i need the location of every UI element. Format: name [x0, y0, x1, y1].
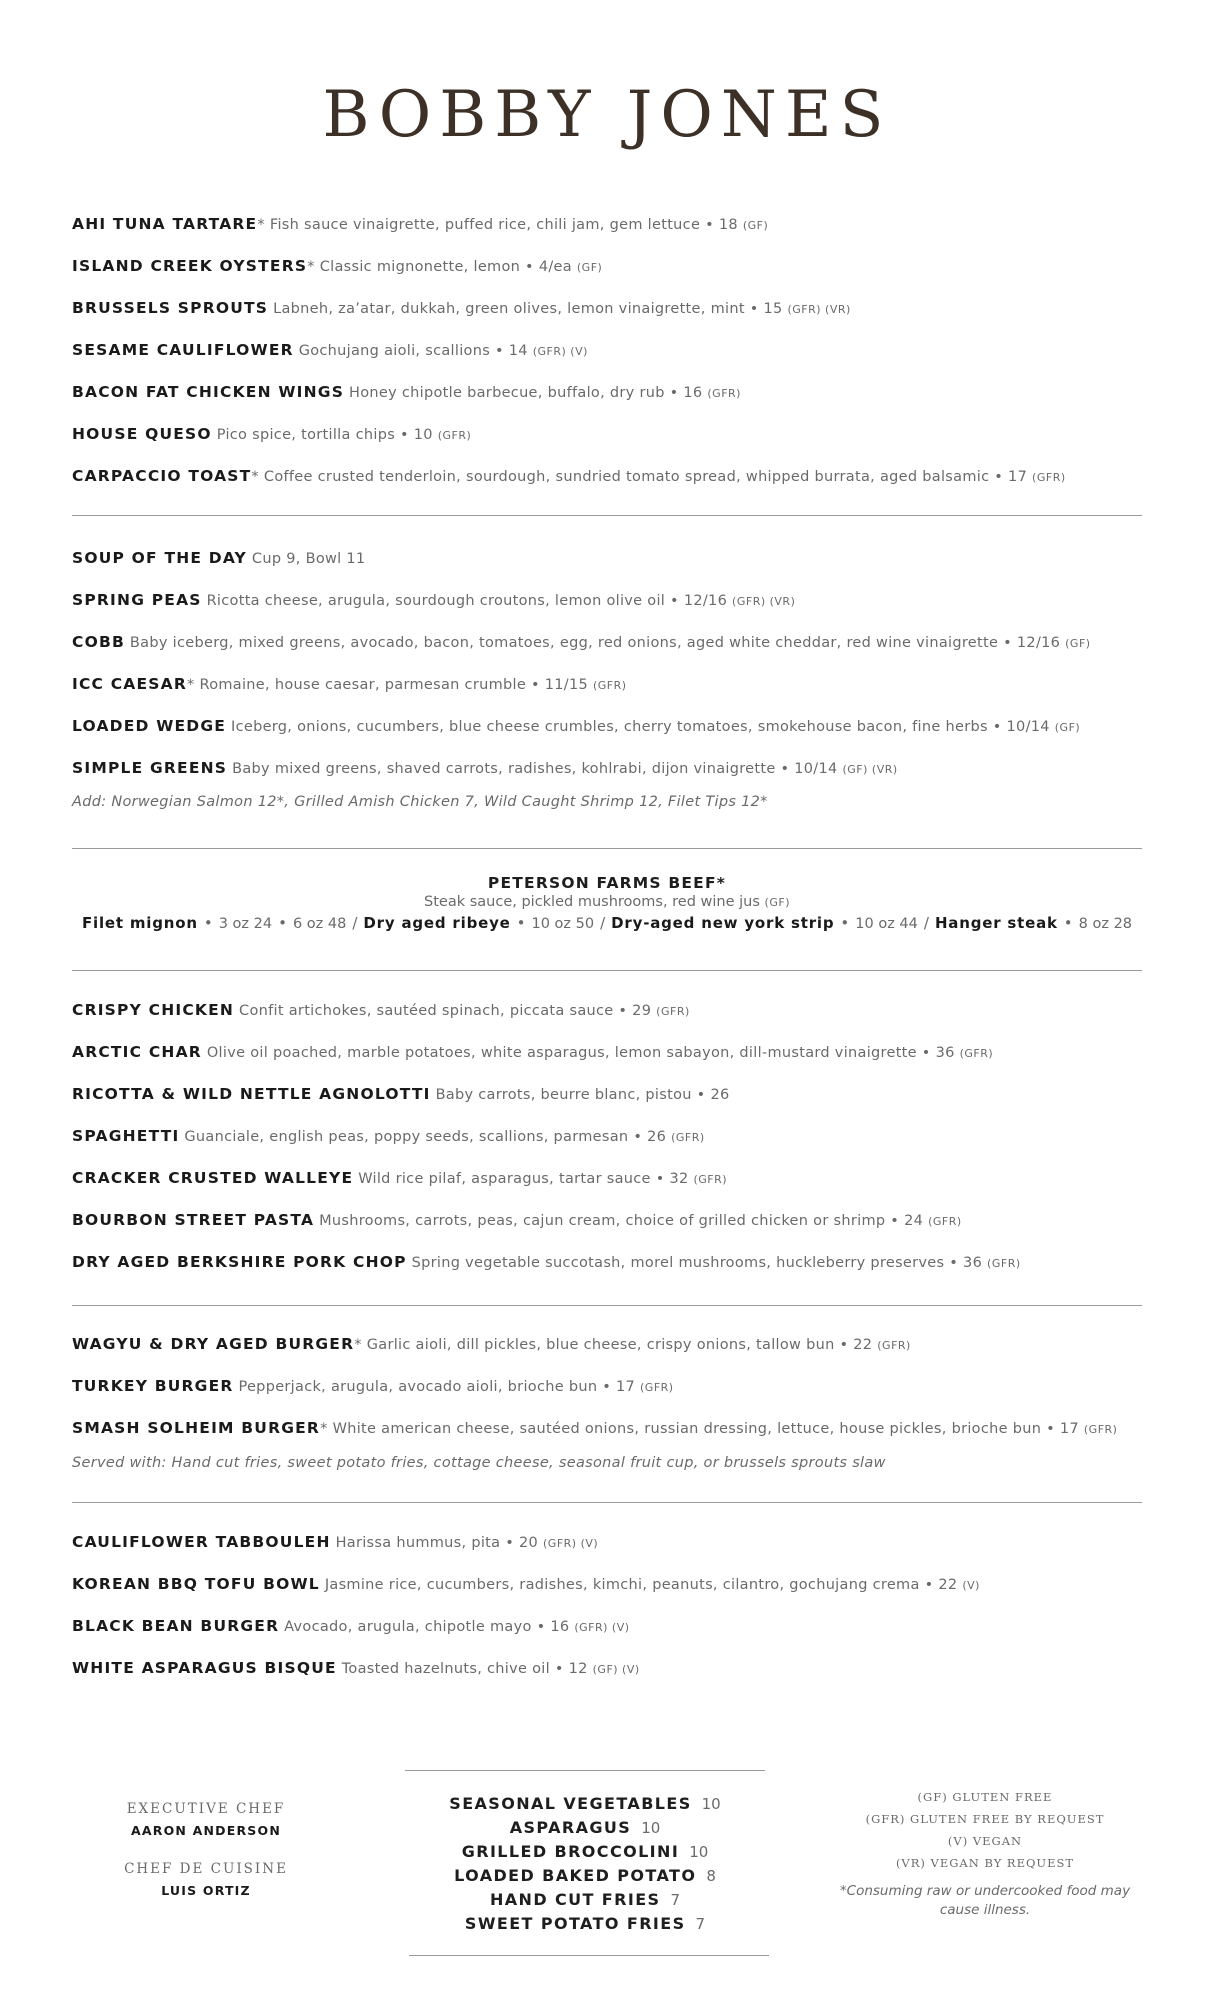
menu-item-name: BOURBON STREET PASTA [72, 1211, 315, 1229]
menu-item: ARCTIC CHAR Olive oil poached, marble potatoes, white asparagus, lemon sabayon, dill-mustard vinaigrette • 36 (GFR) [72, 1043, 994, 1061]
sides-top-rule [405, 1770, 765, 1771]
side-item [405, 1912, 765, 1936]
sides-list [405, 1792, 765, 1936]
menu-item: COBB Baby iceberg, mixed greens, avocado, bacon, tomatoes, egg, red onions, aged white cheddar, red wine vinaigrette • 12/16 (GF) [72, 633, 1091, 651]
menu-item-description: Baby iceberg, mixed greens, avocado, bacon, tomatoes, egg, red onions, aged white cheddar, red wine vinaigrette [129, 635, 999, 651]
side-item-price: 10 [641, 1819, 661, 1837]
raw-food-disclaimer: *Consuming raw or undercooked food may cause illness. [839, 1883, 1131, 1918]
menu-item-name: CARPACCIO TOAST [72, 467, 252, 485]
menu-item-name: ARCTIC CHAR [72, 1043, 202, 1061]
section-divider [72, 1305, 1142, 1306]
raw-food-asterisk: * [320, 1421, 328, 1437]
beef-cut-name: Filet mignon [81, 914, 198, 932]
menu-item-name: WAGYU & DRY AGED BURGER [72, 1335, 355, 1353]
menu-item: SPAGHETTI Guanciale, english peas, poppy seeds, scallions, parmesan • 26 (GFR) [72, 1127, 705, 1145]
dietary-tags: (GFR) (VR) [732, 595, 796, 608]
menu-item-description: Pepperjack, arugula, avocado aioli, brioche bun [238, 1379, 598, 1395]
beef-cut-option: 6 oz 48 [292, 916, 347, 932]
beef-cut-option: 3 oz 24 [218, 916, 273, 932]
menu-item-name: CRACKER CRUSTED WALLEYE [72, 1169, 354, 1187]
menu-item-name: LOADED WEDGE [72, 717, 227, 735]
dietary-tags: (GFR) [1032, 471, 1066, 484]
dietary-tags: (GF) [1065, 637, 1091, 650]
raw-food-asterisk: * [354, 1337, 362, 1353]
side-item-name: SEASONAL VEGETABLES [449, 1794, 692, 1813]
dietary-legend [835, 1786, 1135, 1920]
menu-item: BRUSSELS SPROUTS Labneh, za’atar, dukkah, green olives, lemon vinaigrette, mint • 15 (GFR) (VR) [72, 299, 851, 317]
raw-food-asterisk: * [257, 217, 265, 233]
legend-v: (V) VEGAN [947, 1834, 1023, 1848]
menu-item-price: 17 [616, 1379, 636, 1395]
raw-food-asterisk: * [251, 469, 259, 485]
menu-item-name: KOREAN BBQ TOFU BOWL [72, 1575, 320, 1593]
menu-item-price: 10/14 [1006, 719, 1050, 735]
dietary-tags: (GFR) [592, 679, 627, 692]
side-item [405, 1816, 765, 1840]
menu-item-description: White american cheese, sautéed onions, russian dressing, lettuce, house pickles, brioche bun [332, 1421, 1042, 1437]
raw-food-asterisk: * [307, 259, 315, 275]
dietary-tags: (GFR) [1083, 1423, 1118, 1436]
menu-item: BLACK BEAN BURGER Avocado, arugula, chipotle mayo • 16 (GFR) (V) [72, 1617, 630, 1635]
menu-item-name: SOUP OF THE DAY [72, 549, 247, 567]
beef-title: PETERSON FARMS BEEF* [487, 874, 727, 892]
menu-item: SMASH SOLHEIM BURGER* White american cheese, sautéed onions, russian dressing, lettuce, house pickles, brioche bun • 17 (GFR) [72, 1419, 1118, 1437]
dietary-tags: (GFR) [928, 1215, 962, 1228]
dietary-tags: (GFR) [671, 1131, 705, 1144]
section-divider [72, 970, 1142, 971]
menu-item: KOREAN BBQ TOFU BOWL Jasmine rice, cucumbers, radishes, kimchi, peanuts, cilantro, gochujang crema • 22 (V) [72, 1575, 980, 1593]
side-item [405, 1792, 765, 1816]
menu-item-price: 14 [508, 343, 528, 359]
menu-item: AHI TUNA TARTARE* Fish sauce vinaigrette, puffed rice, chili jam, gem lettuce • 18 (GF) [72, 215, 769, 233]
menu-item-price: 32 [669, 1171, 689, 1187]
dietary-tags: (GFR) [877, 1339, 911, 1352]
dietary-tags: (GFR) (V) [543, 1537, 599, 1550]
section-divider [72, 1502, 1142, 1503]
legend-gfr: (GFR) GLUTEN FREE BY REQUEST [865, 1812, 1105, 1826]
menu-item-price: 36 [963, 1255, 983, 1271]
menu-item: ISLAND CREEK OYSTERS* Classic mignonette, lemon • 4/ea (GF) [72, 257, 603, 275]
dietary-tags: (GF) (VR) [842, 763, 898, 776]
legend-gf: (GF) GLUTEN FREE [917, 1790, 1053, 1804]
menu-item-name: BACON FAT CHICKEN WINGS [72, 383, 345, 401]
menu-item-description: Classic mignonette, lemon [319, 259, 521, 275]
menu-item-price: 16 [550, 1619, 570, 1635]
menu-item-description: Fish sauce vinaigrette, puffed rice, chili jam, gem lettuce [269, 217, 701, 233]
menu-item-name: BLACK BEAN BURGER [72, 1617, 280, 1635]
dietary-tags: (GFR) (V) [574, 1621, 630, 1634]
menu-item-price: 11/15 [544, 677, 589, 693]
menu-item-price: 10 [413, 427, 433, 443]
dietary-tags: (GFR) (V) [532, 345, 588, 358]
menu-item-description: Pico spice, tortilla chips [216, 427, 396, 443]
menu-item-description: Ricotta cheese, arugula, sourdough croutons, lemon olive oil [206, 593, 666, 609]
menu-item-price: 12/16 [683, 593, 728, 609]
menu-item-name: RICOTTA & WILD NETTLE AGNOLOTTI [72, 1085, 431, 1103]
menu-item: HOUSE QUESO Pico spice, tortilla chips • 10 (GFR) [72, 425, 472, 443]
dietary-tags: (GF) [742, 219, 769, 232]
menu-item: SIMPLE GREENS Baby mixed greens, shaved carrots, radishes, kohlrabi, dijon vinaigrette • 10/14 (GF) (VR) [72, 759, 898, 777]
menu-item: LOADED WEDGE Iceberg, onions, cucumbers, blue cheese crumbles, cherry tomatoes, smokehouse bacon, fine herbs • 10/14 (GF) [72, 717, 1081, 735]
menu-item-price: 20 [519, 1535, 539, 1551]
executive-chef [96, 1801, 316, 1838]
dietary-tags: (GFR) [693, 1173, 728, 1186]
menu-item-description: Harissa hummus, pita [335, 1535, 501, 1551]
legend-vr: (VR) VEGAN BY REQUEST [895, 1856, 1075, 1870]
menu-item: WAGYU & DRY AGED BURGER* Garlic aioli, dill pickles, blue cheese, crispy onions, tallow bun • 22 (GFR) [72, 1335, 911, 1353]
menu-item-name: SESAME CAULIFLOWER [72, 341, 294, 359]
menu-item-description: Romaine, house caesar, parmesan crumble [199, 677, 527, 693]
menu-item-name: HOUSE QUESO [72, 425, 212, 443]
dietary-tags: (GF) (V) [592, 1663, 640, 1676]
side-item [405, 1864, 765, 1888]
restaurant-title: BOBBY JONES [322, 78, 892, 152]
menu-item-name: CRISPY CHICKEN [72, 1001, 235, 1019]
menu-item-price: 22 [938, 1577, 958, 1593]
menu-item: ICC CAESAR* Romaine, house caesar, parmesan crumble • 11/15 (GFR) [72, 675, 627, 693]
menu-item-name: SPRING PEAS [72, 591, 202, 609]
side-item-price: 7 [695, 1915, 706, 1933]
chef-role: EXECUTIVE CHEF [126, 1801, 286, 1817]
menu-item: CAULIFLOWER TABBOULEH Harissa hummus, pita • 20 (GFR) (V) [72, 1533, 599, 1551]
beef-cut-option: 8 oz 28 [1078, 916, 1133, 932]
menu-item-price: 18 [718, 217, 738, 233]
menu-item-description: Confit artichokes, sautéed spinach, piccata sauce [239, 1003, 614, 1019]
menu-item-description: Mushrooms, carrots, peas, cajun cream, choice of grilled chicken or shrimp [319, 1213, 886, 1229]
menu-item-description: Baby carrots, beurre blanc, pistou [435, 1087, 692, 1103]
menu-item-description: Honey chipotle barbecue, buffalo, dry rub [349, 385, 665, 401]
side-item-price: 10 [689, 1843, 709, 1861]
menu-item-description: Olive oil poached, marble potatoes, white asparagus, lemon sabayon, dill-mustard vinaigrette [206, 1045, 917, 1061]
dietary-tags: (GFR) [707, 387, 741, 400]
menu-item-name: ISLAND CREEK OYSTERS [72, 257, 308, 275]
menu-item: CARPACCIO TOAST* Coffee crusted tenderloin, sourdough, sundried tomato spread, whipped burrata, aged balsamic • 17 (GFR) [72, 467, 1066, 485]
menu-item-price: 17 [1008, 469, 1028, 485]
dietary-tags: (GFR) [987, 1257, 1021, 1270]
raw-food-asterisk: * [186, 677, 195, 693]
menu-item-name: SPAGHETTI [72, 1127, 180, 1145]
side-item-name: LOADED BAKED POTATO [454, 1866, 697, 1885]
menu-item-name: SMASH SOLHEIM BURGER [72, 1419, 321, 1437]
menu-item-name: WHITE ASPARAGUS BISQUE [72, 1659, 337, 1677]
sides-bottom-rule [409, 1955, 769, 1956]
dietary-tags: (GF) [1054, 721, 1081, 734]
menu-item: CRISPY CHICKEN Confit artichokes, sautéed spinach, piccata sauce • 29 (GFR) [72, 1001, 690, 1019]
menu-item-description: Cup 9, Bowl 11 [251, 551, 366, 567]
menu-item-price: 22 [853, 1337, 873, 1353]
menu-item: SESAME CAULIFLOWER Gochujang aioli, scallions • 14 (GFR) (V) [72, 341, 588, 359]
menu-item-description: Iceberg, onions, cucumbers, blue cheese crumbles, cherry tomatoes, smokehouse bacon, fine herbs [231, 719, 988, 735]
beef-description-text: Steak sauce, pickled mushrooms, red wine jus [424, 894, 760, 910]
dietary-tags: (GFR) [640, 1381, 674, 1394]
beef-description [72, 894, 1142, 910]
side-item [405, 1840, 765, 1864]
beef-cut-option: 10 oz 50 [531, 916, 595, 932]
menu-item: CRACKER CRUSTED WALLEYE Wild rice pilaf, asparagus, tartar sauce • 32 (GFR) [72, 1169, 728, 1187]
menu-item-price: 12/16 [1016, 635, 1061, 651]
side-item-price: 7 [670, 1891, 681, 1909]
chef-name: AARON ANDERSON [131, 1823, 281, 1838]
menu-item-name: ICC CAESAR [72, 675, 187, 693]
menu-item: BOURBON STREET PASTA Mushrooms, carrots, peas, cajun cream, choice of grilled chicken or shrimp • 24 (GFR) [72, 1211, 962, 1229]
dietary-tags: (GFR) [437, 429, 472, 442]
menu-item-description: Baby mixed greens, shaved carrots, radishes, kohlrabi, dijon vinaigrette [232, 761, 776, 777]
menu-item-description: Wild rice pilaf, asparagus, tartar sauce [358, 1171, 651, 1187]
menu-item-price: 16 [683, 385, 703, 401]
menu-item-description: Labneh, za’atar, dukkah, green olives, lemon vinaigrette, mint [273, 301, 745, 317]
menu-item-name: DRY AGED BERKSHIRE PORK CHOP [72, 1253, 407, 1271]
menu-item: WHITE ASPARAGUS BISQUE Toasted hazelnuts, chive oil • 12 (GF) (V) [72, 1659, 640, 1677]
menu-item-description: Avocado, arugula, chipotle mayo [284, 1619, 532, 1635]
chef-de-cuisine [96, 1861, 316, 1898]
beef-feature [72, 874, 1142, 932]
menu-item: BACON FAT CHICKEN WINGS Honey chipotle barbecue, buffalo, dry rub • 16 (GFR) [72, 383, 741, 401]
menu-item-price: 26 [710, 1087, 730, 1103]
menu-item-price: 4/ea [538, 259, 572, 275]
menu-item-description: Spring vegetable succotash, morel mushrooms, huckleberry preserves [411, 1255, 945, 1271]
beef-tags: (GF) [764, 896, 790, 909]
menu-item-name: BRUSSELS SPROUTS [72, 299, 269, 317]
dietary-tags: (GFR) [959, 1047, 994, 1060]
menu-item-description: Gochujang aioli, scallions [298, 343, 491, 359]
menu-item-description: Jasmine rice, cucumbers, radishes, kimchi, peanuts, cilantro, gochujang crema [324, 1577, 920, 1593]
menu-item-price: 10/14 [794, 761, 838, 777]
menu-item-price: 24 [904, 1213, 924, 1229]
menu-item-price: 26 [647, 1129, 667, 1145]
section-divider [72, 848, 1142, 849]
section-divider [72, 515, 1142, 516]
menu-item: DRY AGED BERKSHIRE PORK CHOP Spring vegetable succotash, morel mushrooms, huckleberry preserves • 36 (GFR) [72, 1253, 1021, 1271]
beef-cuts: Filet mignon • 3 oz 24 • 6 oz 48 / Dry aged ribeye • 10 oz 50 / Dry-aged new york strip • 10 oz 44 / Hanger steak • 8 oz 28 [81, 914, 1133, 932]
menu-item-name: TURKEY BURGER [72, 1377, 234, 1395]
side-item-name: GRILLED BROCCOLINI [461, 1842, 680, 1861]
beef-cut-name: Dry-aged new york strip [611, 914, 835, 932]
chef-name: LUIS ORTIZ [161, 1883, 251, 1898]
chef-role: CHEF DE CUISINE [124, 1861, 288, 1877]
menu-item-description: Toasted hazelnuts, chive oil [341, 1661, 550, 1677]
dietary-tags: (V) [962, 1579, 980, 1592]
side-item [405, 1888, 765, 1912]
menu-item: TURKEY BURGER Pepperjack, arugula, avocado aioli, brioche bun • 17 (GFR) [72, 1377, 674, 1395]
menu-item-name: SIMPLE GREENS [72, 759, 228, 777]
menu-item-price: 17 [1059, 1421, 1079, 1437]
menu-item-name: CAULIFLOWER TABBOULEH [72, 1533, 331, 1551]
side-item-price: 8 [706, 1867, 716, 1885]
dietary-tags: (GFR) [656, 1005, 690, 1018]
menu-item-price: 12 [568, 1661, 588, 1677]
menu-item-price: 15 [763, 301, 783, 317]
side-item-name: HAND CUT FRIES [489, 1890, 661, 1909]
beef-cut-name: Dry aged ribeye [363, 914, 511, 932]
dietary-tags: (GF) [576, 261, 603, 274]
menu-item [72, 548, 365, 569]
menu-item: SPRING PEAS Ricotta cheese, arugula, sourdough croutons, lemon olive oil • 12/16 (GFR) (VR) [72, 591, 796, 609]
burger-served-with-note: Served with: Hand cut fries, sweet potato fries, cottage cheese, seasonal fruit cup, or brussels sprouts slaw [72, 1455, 886, 1471]
menu-item: RICOTTA & WILD NETTLE AGNOLOTTI Baby carrots, beurre blanc, pistou • 26 [72, 1085, 730, 1103]
side-item-name: ASPARAGUS [509, 1818, 632, 1837]
menu-item-price: 29 [632, 1003, 652, 1019]
menu-item-description: Coffee crusted tenderloin, sourdough, sundried tomato spread, whipped burrata, aged balsamic [263, 469, 990, 485]
dietary-tags: (GFR) (VR) [787, 303, 851, 316]
menu-item-name: COBB [72, 633, 125, 651]
salad-add-note: Add: Norwegian Salmon 12*, Grilled Amish Chicken 7, Wild Caught Shrimp 12, Filet Tips 12* [72, 794, 768, 810]
beef-cut-option: 10 oz 44 [855, 916, 918, 932]
menu-item-price: 36 [935, 1045, 955, 1061]
side-item-price: 10 [701, 1795, 721, 1813]
menu-item-description: Garlic aioli, dill pickles, blue cheese, crispy onions, tallow bun [366, 1337, 835, 1353]
menu-item-description: Guanciale, english peas, poppy seeds, scallions, parmesan [184, 1129, 629, 1145]
menu-item-name: AHI TUNA TARTARE [72, 215, 258, 233]
beef-cut-name: Hanger steak [934, 914, 1058, 932]
side-item-name: SWEET POTATO FRIES [464, 1914, 686, 1933]
